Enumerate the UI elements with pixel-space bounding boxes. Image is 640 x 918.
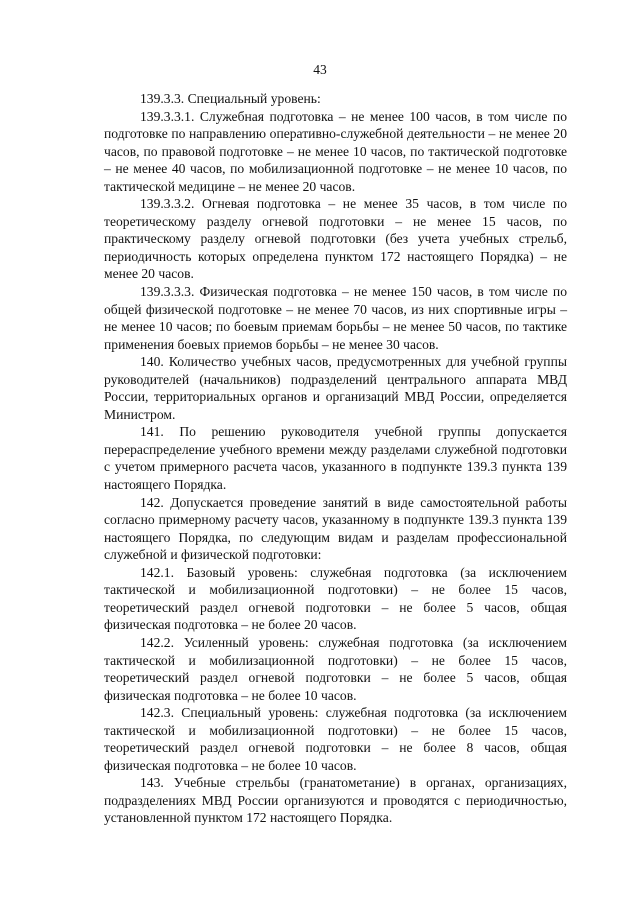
paragraph-139-3-3-1: 139.3.3.1. Служебная подготовка – не менее 100 часов, в том числе по подготовке по направлению оперативно-служебной деятельности – не менее 20 часов, по правовой подготовке – не менее 10 часов, по тактической подготовке – не менее 40 часов, по мобилизационной подготовке – не менее 10 часов, по тактической медицине – не менее 20 часов. [104,108,567,194]
paragraph-139-3-3-2: 139.3.3.2. Огневая подготовка – не менее 35 часов, в том числе по теоретическому разделу огневой подготовки – не менее 15 часов, по практическому разделу огневой подготовки (без учета учебных стрельб, периодичность которых определена пунктом 172 настоящего Порядка) – не менее 20 часов. [104,196,567,282]
page-number: 43 [313,62,327,77]
paragraph-142-3: 142.3. Специальный уровень: служебная подготовка (за исключением тактической и мобилизационной подготовки) – не более 15 часов, теоретический раздел огневой подготовки – не более 8 часов, общая физическая подготовка – не более 10 часов. [104,705,567,773]
paragraph-139-3-3-3: 139.3.3.3. Физическая подготовка – не менее 150 часов, в том числе по общей физической подготовке – не менее 70 часов, из них спортивные игры – не менее 10 часов; по боевым приемам борьбы – не менее 50 часов, по тактике применения боевых приемов борьбы – не менее 30 часов. [104,284,567,352]
paragraph-142-2: 142.2. Усиленный уровень: служебная подготовка (за исключением тактической и мобилизационной подготовки) – не более 15 часов, теоретический раздел огневой подготовки – не более 5 часов, общая физическая подготовка – не более 10 часов. [104,634,567,703]
paragraph-139-3-3: 139.3.3. Специальный уровень: [140,91,321,106]
paragraph-142-1: 142.1. Базовый уровень: служебная подготовка (за исключением тактической и мобилизационной подготовки) – не более 15 часов, теоретический раздел огневой подготовки – не более 5 часов, общая физическая подготовка – не более 20 часов. [104,564,567,633]
paragraph-142: 142. Допускается проведение занятий в виде самостоятельной работы согласно примерному расчету часов, указанному в подпункте 139.3 пункта 139 настоящего Порядка, по следующим видам и разделам профессиональной служебной и физической подготовки: [104,494,567,563]
paragraph-143: 143. Учебные стрельбы (гранатометание) в органах, организациях, подразделениях МВД России организуются и проводятся с периодичностью, установленной пунктом 172 настоящего Порядка. [104,775,567,826]
paragraph-140: 140. Количество учебных часов, предусмотренных для учебной группы руководителей (начальников) подразделений центрального аппарата МВД России, территориальных органов и организаций МВД России, определяется Министром. [104,354,567,422]
document-body [104,90,567,827]
paragraph-141: 141. По решению руководителя учебной группы допускается перераспределение учебного времени между разделами служебной подготовки с учетом примерного расчета часов, указанного в подпункте 139.3 пункта 139 настоящего Порядка. [104,424,567,493]
